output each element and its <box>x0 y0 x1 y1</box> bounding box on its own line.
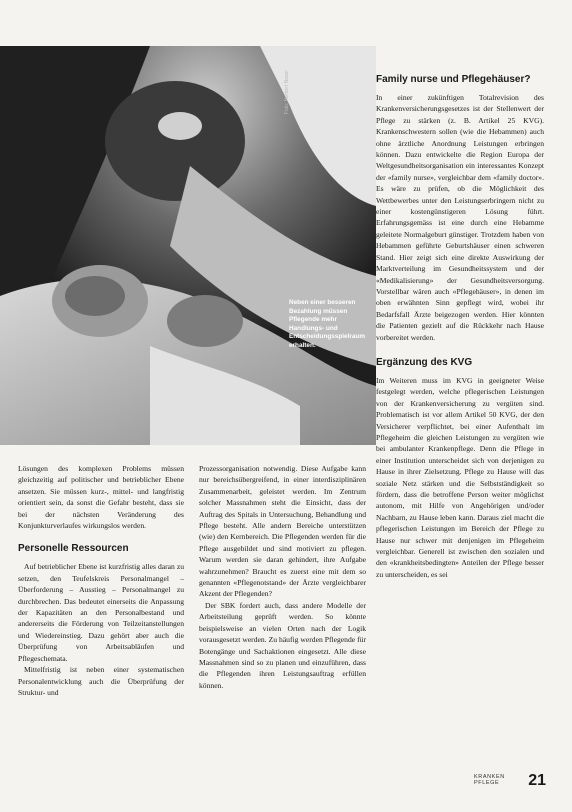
photo-caption: Neben einer besseren Bezahlung müssen Pflegende mehr Handlungs- und Entscheidungsspielraum erhalten. <box>289 299 365 349</box>
heading-family-nurse: Family nurse und Pflegehäuser? <box>376 74 531 85</box>
paragraph-betrieblich: Auf betrieblicher Ebene ist kurzfristig alles daran zu setzen, den Teufelskreis Personalmangel – Überforderung – Ausstieg – Personalmangel zu durchbrechen. Das bedeutet einerseits die Anpassung der Kapazitäten an den Personalbestand und andererseits die Förderung von Teilzeitanstellungen und Wiedereinstieg. Dazu gehört aber auch die Überprüfung von Arbeitsabläufen und Pflegeschemata. <box>18 562 184 663</box>
photo-credit: Foto: Herbert Noser <box>284 70 290 115</box>
page-footer <box>474 772 546 790</box>
right-column <box>376 74 544 580</box>
paragraph-sbk: Der SBK fordert auch, dass andere Modelle der Arbeitsteilung geprüft werden. So könnte beispielsweise an vielen Orten nach der Logik vorausgesetzt werden. Zu häufig werden Pflegende für Botengänge und Sachaktionen eingesetzt. Alle diese Massnahmen sind so zu planen und einzuführen, dass die Pflegenden ihren Leistungsauftrag erfüllen können. <box>199 600 366 690</box>
heading-ergaenzung-kvg: Ergänzung des KVG <box>376 356 473 368</box>
magazine-logo-line2: PFLEGE <box>474 780 500 786</box>
paragraph-prozessorganisation: Prozessorganisation notwendig. Diese Aufgabe kann nur bereichsübergreifend, in einer interdisziplinären Zusammenarbeit, geleistet werden. Im Zentrum solcher Massnahmen steht die Einsicht, dass der Auftrag des Spitals in Untersuchung, Behandlung und Pflege besteht. Alle andern Bereiche unterstützen (wie) den Kernbereich. Die Pflegenden werden für die Pflege ausgebildet und sind motiviert zu pflegen. Warum werden sie daran gehindert, ihre Aufgabe wahrzunehmen? Braucht es zuerst eine mit dem so genannten «Pflegenotstand» der Ärzte vergleichbarer Akzent der Pflegenden? <box>199 464 366 599</box>
paragraph-ergaenzung-kvg: Im Weiteren muss im KVG in geeigneter Weise festgelegt werden, welche pflegerischen Leistungen von der Krankenversicherung zu vergüten sind. Problematisch ist vor allem Artikel 50 KVG, der den Versicherer verpflichtet, bei einer Aufenthalt im Pflegeheim die gleichen Leistungen zu vergüten wie bei ambulanter Krankenpflege. Denn die Pflege in einer Institution unterscheidet sich von derjenigen zu Hause in ihrer Zielsetzung. Pflege zu Hause will das soziale Netz stärken und die Selbstständigkeit so fördern, dass die betroffene Person weiter möglichst autonom, mit Hilfe von Angehörigen und/oder Nachbarn, zu Hause leben kann. Daraus ziel macht die pflegerischen Leistungen im Bereich der Pflege zu Hause nur schwer mit denjenigen im Pflegeheim vergleichbar. Generell ist zwischen den sozialen und den «krankheitsbedingten» Anteilen der Pflege besser zu unterscheiden, es sei <box>376 375 544 579</box>
paragraph-loesungen: Lösungen des komplexen Problems müssen gleichzeitig auf politischer und betrieblicher Ebene ansetzen. Sie müssen kurz-, mittel- und langfristig orientiert sein, da sonst die Gefahr besteht, dass sie bei der nächsten Veränderung des Konjunkturverlaufes wirkungslos werden. <box>18 464 184 531</box>
paragraph-mittelfristig: Mittelfristig ist neben einer systematischen Personalentwicklung auch die Überprüfung der Struktur- und <box>18 665 184 697</box>
middle-column <box>199 463 366 691</box>
nurse-patient-photo <box>0 46 376 445</box>
magazine-logo <box>474 774 505 786</box>
magazine-logo-line1: KRANKEN <box>474 774 505 780</box>
heading-personelle-ressourcen: Personelle Ressourcen <box>18 543 129 555</box>
page-number: 21 <box>528 772 546 789</box>
photo-illustration <box>0 46 376 445</box>
paragraph-family-nurse: In einer zukünftigen Totalrevision des Krankenversicherungsgesetzes ist der Stellenwert der Pflege zu stärken (z. B. Artikel 25 KVG). Krankenschwestern sollen (wie die Hebammen) auch ohne ärztliche Anordnung Leistungen erbringen können. Dazu entwickelte die Region Europa der Weltgesundheitsorganisation ein interessantes Konzept der «family nurse», vergleichbar dem «family doctor». Es wäre zu prüfen, ob die Möglichkeit des Wettbewerbes unter den Leistungserbringern nicht zu einer kostengünstigeren Lösung führt. Erfahrungsgemäss ist eine durch eine Hebamme geleitete Normalgeburt günstiger. Trotzdem haben von Hebammen geführte Geburtshäuser einen schweren Stand. Hier zeigt sich eine direkte Auswirkung der Marktverteilung im Gesundheitssystem und der «Medikalisierung» der Gesundheitsversorgung. Vorstellbar wären auch «Pflegehäuser», in denen im oben erwähnten Sinn gepflegt wird, wobei ihr Bedarfsfall Ärzte beigezogen werden. Hier könnten die Patienten gezielt auf die Rückkehr nach Hause vorbereitet werden. <box>376 93 544 342</box>
left-column <box>18 463 184 698</box>
